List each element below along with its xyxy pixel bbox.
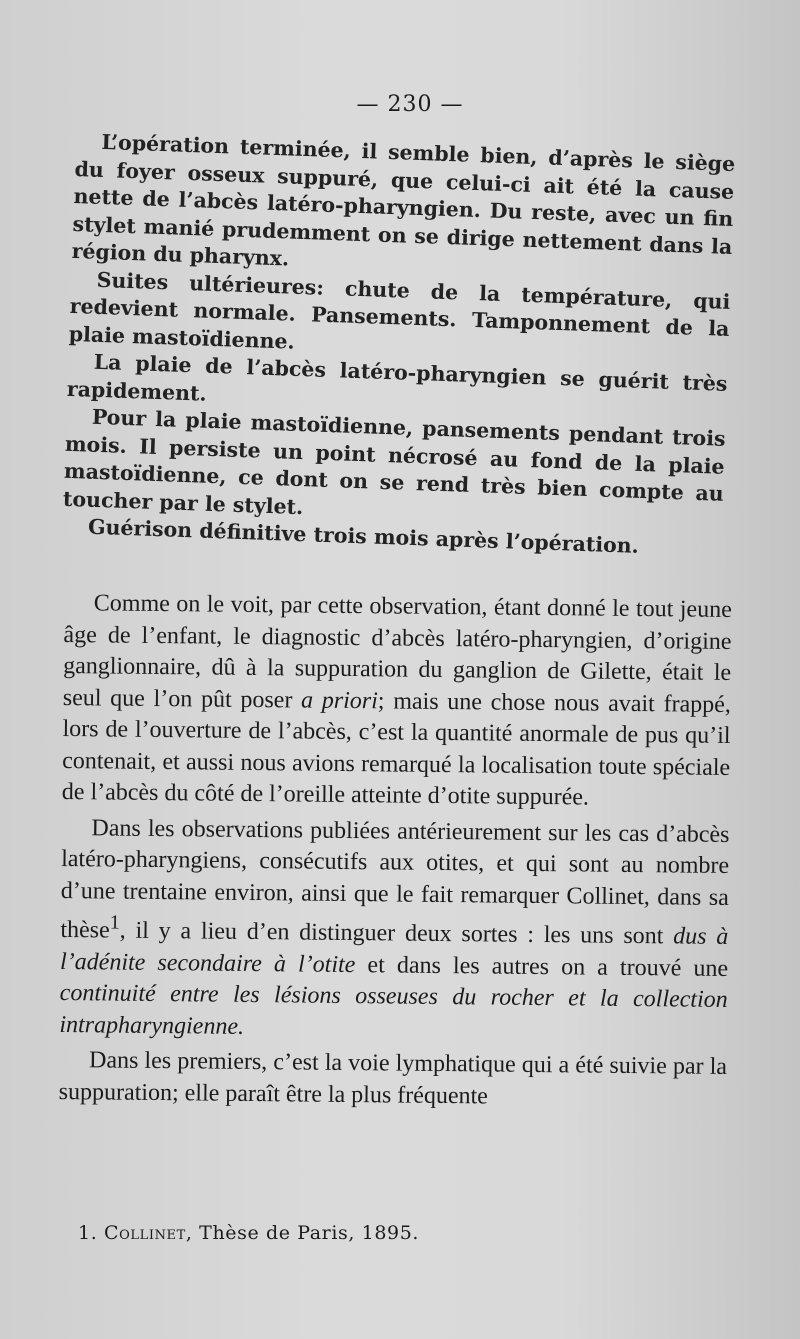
footnote-text: , Thèse de Paris, 1895. <box>185 1222 420 1244</box>
paragraph: Pour la plaie mastoïdienne, pansements pendant trois mois. Il persiste un point nécrosé au fond de la plaie mastoïdienne, ce dont on se rend très bien compte au toucher par le stylet. <box>62 404 726 519</box>
paragraph: L’opération terminée, il semble bien, d’après le siège du foyer osseux suppuré, que celui-ci ait été la cause nette de l’abcès latéro-pharyngien. Du reste, avec un fin stylet manié prudemment on se dirige nettement dans la région du pharynx. <box>71 129 736 271</box>
paragraph: Suites ultérieures: chute de la température, qui redevient normale. Pansements. Tamponnement de la plaie mastoïdienne. <box>68 267 731 354</box>
text-run: et dans les autres on a trouvé une <box>355 951 729 982</box>
text-run: Dans les observations publiées antérieurement sur les cas d’abcès latéro-pharyngiens, consécutifs aux otites, et qui sont au nombre d’une trentaine environ, ainsi que le fait remarquer Collinet, dans sa thèse <box>60 814 730 944</box>
italic-text: a priori <box>301 686 379 714</box>
footnote-ref: 1 <box>109 911 120 934</box>
observation-text <box>62 128 736 563</box>
text-run: ; mais une chose nous avait frappé, lors de l’ouverture de l’abcès, c’est la quantité anormale de pus qu’il contenait, et aussi nous avions remarqué la localisation toute spéciale de l’abcès du côté de l’oreille atteinte d’otite suppurée. <box>61 687 731 811</box>
paragraph: Guérison définitive trois mois après l’opération. <box>87 514 640 558</box>
footnote <box>78 1222 419 1244</box>
paragraph <box>62 588 732 815</box>
paragraph <box>59 812 729 1047</box>
footnote-author: Collinet <box>103 1222 186 1244</box>
italic-text: dus à l’adénite secondaire à l’otite <box>59 923 729 978</box>
italic-text: continuité entre les lésions osseuses du rocher et la collection intrapharyngienne. <box>59 979 728 1040</box>
footnote-number: 1. <box>78 1222 98 1244</box>
discussion-text <box>59 588 732 1115</box>
page-number: — 230 — <box>356 92 464 117</box>
paragraph: Dans les premiers, c’est la voie lymphatique qui a été suivie par la suppuration; elle paraît être la plus fréquente <box>58 1047 728 1109</box>
paragraph: La plaie de l’abcès latéro-pharyngien se guérit très rapidement. <box>66 349 728 406</box>
text-run: , il y a lieu d’en distinguer deux sortes : les uns sont <box>119 917 674 950</box>
text-run: Comme on le voit, par cette observation, étant donné le tout jeune âge de l’enfant, le diagnostic d’abcès latéro-pharyngien, d’origine ganglionnaire, dû à la suppuration du ganglion de Gilette, était le seul que l’on pût poser <box>62 590 732 713</box>
